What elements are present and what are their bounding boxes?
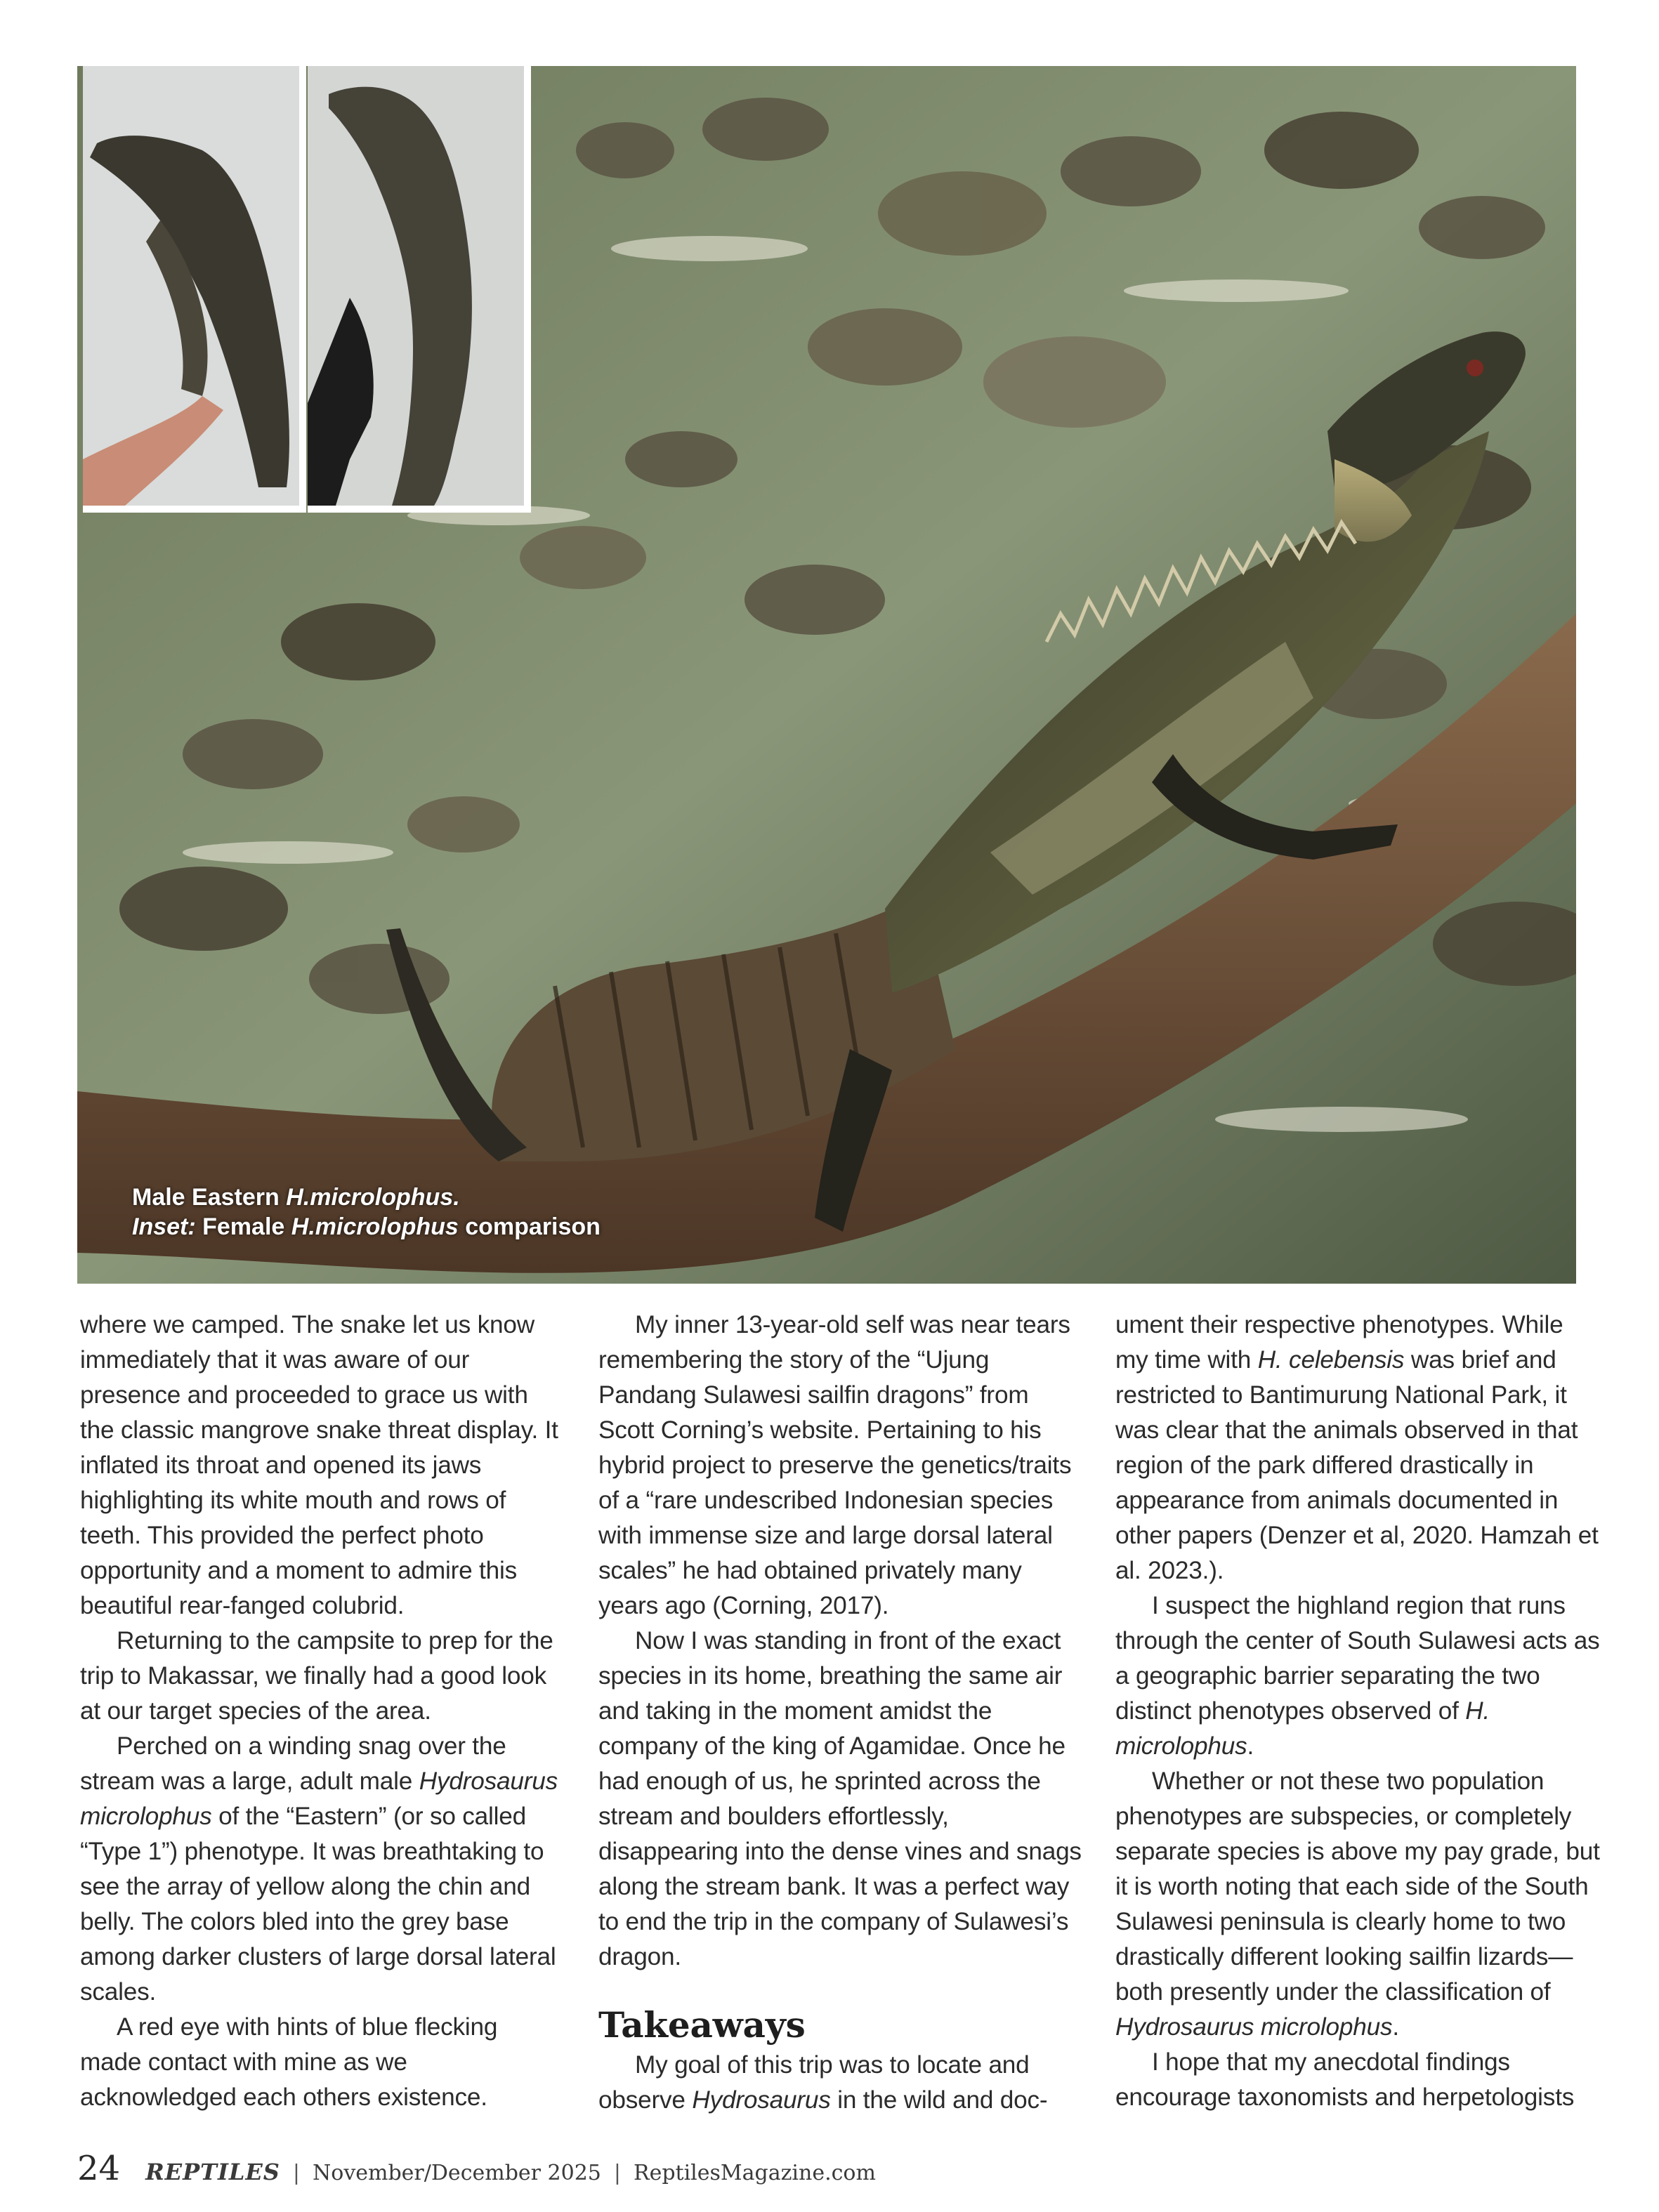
species-name: H. celebensis xyxy=(1257,1346,1405,1374)
issue-date: November/December 2025 xyxy=(313,2161,601,2185)
paragraph-text: I suspect the highland region that runs through the center of South Sulawesi acts as a geographic barrier separating the two distinct phenotypes observed of xyxy=(1115,1592,1600,1725)
website-link[interactable]: ReptilesMagazine.com xyxy=(633,2161,876,2185)
paragraph-text: was brief and restricted to Bantimurung National Park, it was clear that the animals observed in that region of the park differed drastically in appearance from animals documented in other papers (Denzer et al, 2020. Hamzah et al. 2023.). xyxy=(1115,1346,1599,1584)
main-photo xyxy=(77,66,1576,1284)
paragraph-text: . xyxy=(1247,1732,1254,1760)
caption-species: H.microlophus. xyxy=(286,1184,460,1211)
female-lizard-inset-right xyxy=(308,66,524,506)
column-1 xyxy=(80,1308,565,2115)
female-lizard-inset-left xyxy=(83,66,299,506)
species-name: H. microlophus xyxy=(1115,1697,1490,1760)
caption-inset-label: Inset: xyxy=(132,1213,196,1240)
paragraph-text: in the wild and doc- xyxy=(830,2086,1048,2114)
article-body xyxy=(80,1308,1600,2119)
paragraph-text: ument their respective phenotypes. While my time with xyxy=(1115,1311,1563,1374)
section-heading: Takeaways xyxy=(598,2004,806,2046)
paragraph-text: My goal of this trip was to locate and observe xyxy=(598,2051,1030,2114)
column-2 xyxy=(598,1308,1083,2118)
magazine-name: REPTILES xyxy=(145,2159,280,2185)
caption-species: H.microlophus xyxy=(291,1213,459,1240)
paragraph-text: Perched on a winding snag over the stream was a large, adult male xyxy=(80,1732,506,1795)
caption-line-2 xyxy=(132,1212,601,1242)
paragraph: Now I was standing in front of the exact species in its home, breathing the same air and taking in the moment amidst the company of the king of Agamidae. Once he had enough of us, he sprinted across the stream and boulders effortlessly, disappearing into the dense vines and snags along the stream bank. It was a perfect way to end the trip in the company of Sulawesi’s dragon. xyxy=(598,1627,1082,1970)
paragraph: My inner 13-year-old self was near tears remembering the story of the “Ujung Pandang Sulawesi sailfin dragons” from Scott Corning’s website. Pertaining to his hybrid project to preserve the genetics/traits of a “rare undescribed Indonesian species with immense size and large dorsal lateral scales” he had obtained privately many years ago (Corning, 2017). xyxy=(598,1311,1072,1619)
caption-text: comparison xyxy=(458,1213,601,1240)
caption-text: Male Eastern xyxy=(132,1184,287,1211)
page-footer xyxy=(77,2149,876,2191)
species-name: Hydrosaurus xyxy=(692,2086,831,2114)
paragraph xyxy=(1115,1764,1600,2045)
footer-separator: | xyxy=(613,2161,621,2185)
paragraph: Returning to the campsite to prep for the trip to Makassar, we finally had a good look at our target species of the area. xyxy=(80,1627,553,1725)
paragraph xyxy=(80,1729,565,2010)
inset-photo-female-right xyxy=(308,66,531,513)
paragraph: A red eye with hints of blue flecking made contact with mine as we acknowledged each others existence. xyxy=(80,2013,498,2111)
species-name: Hydrosaurus microlophus xyxy=(80,1767,558,1830)
paragraph: I hope that my anecdotal findings encourage taxonomists and herpetologists xyxy=(1115,2048,1575,2111)
paragraph-text: Whether or not these two population phenotypes are subspecies, or completely separate species is above my pay grade, but it is worth noting that each side of the South Sulawesi peninsula is clearly home to two drastically different looking sailfin lizards— both presently under the classification of xyxy=(1115,1767,1600,2006)
inset-photo-female-left xyxy=(83,66,306,513)
species-name: Hydrosaurus microlophus xyxy=(1115,2013,1393,2041)
caption-text: Female xyxy=(195,1213,291,1240)
caption-line-1 xyxy=(132,1183,601,1212)
paragraph xyxy=(1115,1308,1600,1588)
paragraph xyxy=(598,2048,1083,2118)
photo-caption xyxy=(132,1183,601,1242)
paragraph-text: . xyxy=(1392,2013,1399,2041)
page-number: 24 xyxy=(77,2149,121,2188)
column-3 xyxy=(1115,1308,1600,2115)
paragraph xyxy=(1115,1588,1600,1764)
paragraph: where we camped. The snake let us know immediately that it was aware of our presence and proceeded to grace us with the classic mangrove snake threat display. It inflated its throat and opened its jaws highlighting its white mouth and rows of teeth. This provided the perfect photo opportunity and a moment to admire this beautiful rear-fanged colubrid. xyxy=(80,1311,558,1619)
paragraph-text: of the “Eastern” (or so called “Type 1”) phenotype. It was breathtaking to see the array of yellow along the chin and belly. The colors bled into the grey base among darker clusters of large dorsal lateral scales. xyxy=(80,1803,556,2006)
footer-separator: | xyxy=(292,2161,301,2185)
